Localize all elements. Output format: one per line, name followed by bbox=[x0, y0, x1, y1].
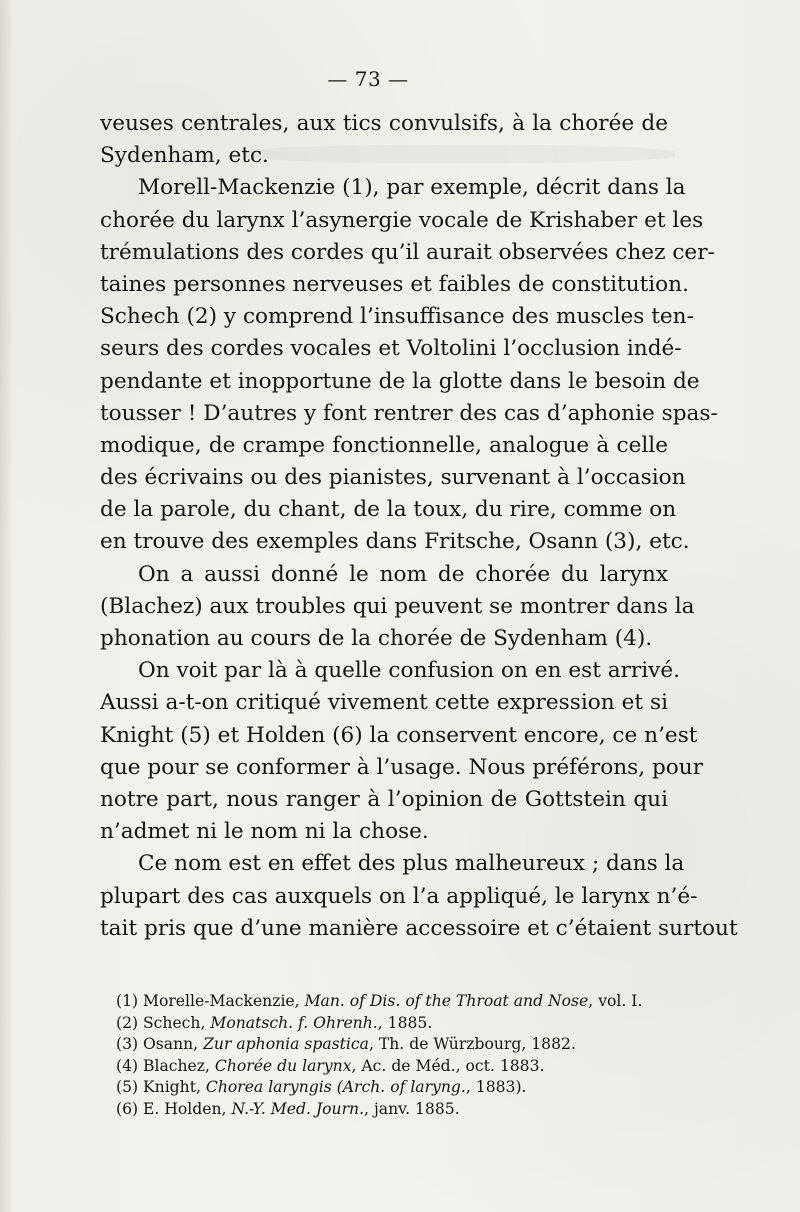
footnote-details: , 1885. bbox=[377, 1013, 433, 1032]
text-line: seurs des cordes vocales et Voltolini l’occlusion indé- bbox=[100, 336, 682, 362]
text-line: phonation au cours de la chorée de Sydenham (4). bbox=[100, 626, 653, 651]
footnote-number: (2) bbox=[116, 1013, 139, 1032]
text-line: veuses centrales, aux tics convulsifs, à la chorée de bbox=[100, 111, 668, 136]
footnote-author: Knight, bbox=[143, 1078, 206, 1096]
body-text bbox=[100, 108, 738, 945]
footnotes bbox=[116, 991, 643, 1120]
text-line: Morell-Mackenzie (1), par exemple, décrit dans la bbox=[138, 175, 686, 201]
text-line: (Blachez) aux troubles qui peuvent se montrer dans la bbox=[100, 593, 695, 619]
footnote-number: (5) bbox=[116, 1078, 139, 1096]
footnote-number: (6) bbox=[116, 1099, 139, 1118]
text-line: en trouve des exemples dans Fritsche, Osann (3), etc. bbox=[100, 529, 690, 555]
footnote-author: E. Holden, bbox=[143, 1099, 232, 1118]
footnote-number: (3) bbox=[116, 1035, 139, 1053]
text-line: taines personnes nerveuses et faibles de constitution. bbox=[100, 271, 689, 297]
footnote-details: , Ac. de Méd., oct. 1883. bbox=[351, 1056, 545, 1075]
text-line: On a aussi donné le nom de chorée du larynx bbox=[138, 561, 668, 587]
text-line: chorée du larynx l’asynergie vocale de Krishaber et les bbox=[100, 207, 704, 233]
text-line: tousser ! D’autres y font rentrer des cas d’aphonie spas- bbox=[100, 400, 718, 426]
footnote-title: Man. of Dis. of the Throat and Nose bbox=[304, 992, 589, 1010]
text-line: des écrivains ou des pianistes, survenant à l’occasion bbox=[100, 465, 686, 491]
footnote-details: , 1883). bbox=[465, 1078, 527, 1096]
footnote-title: Chorée du larynx bbox=[214, 1056, 352, 1075]
footnote bbox=[116, 1056, 636, 1078]
text-line: Sydenham, etc. bbox=[100, 143, 269, 169]
text-line: On voit par là à quelle confusion on en est arrivé. bbox=[138, 658, 681, 684]
page-number: — 73 — bbox=[327, 67, 409, 91]
text-line: tait pris que d’une manière accessoire et c’étaient surtout bbox=[100, 915, 738, 941]
text-line: n’admet ni le nom ni la chose. bbox=[100, 819, 429, 845]
footnote-title: Zur aphonia spastica bbox=[203, 1035, 369, 1053]
text-line: Ce nom est en effet des plus malheureux ; dans la bbox=[138, 851, 685, 877]
footnote-details: , janv. 1885. bbox=[364, 1099, 460, 1118]
footnote bbox=[116, 1034, 636, 1056]
text-line: Aussi a-t-on critiqué vivement cette expression et si bbox=[100, 690, 668, 716]
footnote bbox=[116, 1077, 636, 1099]
text-line: plupart des cas auxquels on l’a appliqué, le larynx n’é- bbox=[100, 883, 698, 909]
footnote-author: Osann, bbox=[143, 1035, 204, 1053]
footnote-details: , Th. de Würzbourg, 1882. bbox=[368, 1035, 576, 1053]
footnote-number: (1) bbox=[116, 992, 139, 1010]
footnote-number: (4) bbox=[116, 1056, 139, 1075]
text-line: modique, de crampe fonctionnelle, analogue à celle bbox=[100, 432, 668, 458]
footnote-author: Blachez, bbox=[143, 1056, 215, 1075]
text-line: que pour se conformer à l’usage. Nous préférons, pour bbox=[100, 754, 704, 780]
footnote-details: , vol. I. bbox=[588, 992, 643, 1010]
footnote bbox=[116, 1099, 636, 1121]
footnote-author: Morelle-Mackenzie, bbox=[143, 992, 305, 1010]
text-line: pendante et inopportune de la glotte dans le besoin de bbox=[100, 368, 700, 394]
footnote-author: Schech, bbox=[143, 1013, 211, 1032]
footnote-title: Monatsch. f. Ohrenh. bbox=[210, 1013, 378, 1032]
footnote-title: Chorea laryngis (Arch. of laryng. bbox=[205, 1078, 466, 1096]
text-line: Schech (2) y comprend l’insuffisance des muscles ten- bbox=[100, 304, 694, 330]
text-line: de la parole, du chant, de la toux, du rire, comme on bbox=[100, 497, 677, 523]
text-line: notre part, nous ranger à l’opinion de Gottstein qui bbox=[100, 786, 668, 812]
text-line: Knight (5) et Holden (6) la conservent encore, ce n’est bbox=[100, 722, 698, 748]
footnote bbox=[116, 1013, 636, 1035]
text-line: trémulations des cordes qu’il aurait observées chez cer- bbox=[100, 239, 715, 265]
footnote bbox=[116, 991, 643, 1013]
footnote-title: N.-Y. Med. Journ. bbox=[231, 1099, 365, 1118]
